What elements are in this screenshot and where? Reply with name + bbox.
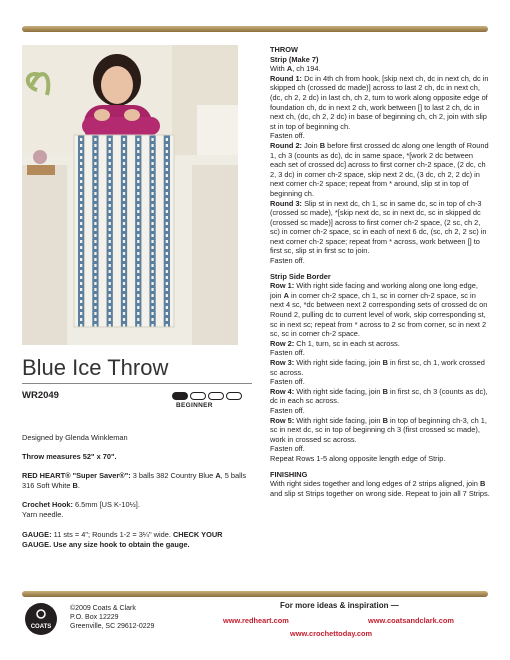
redheart-link[interactable]: www.redheart.com [223, 616, 289, 625]
border-repeat: Repeat Rows 1-5 along opposite length edge of Strip. [270, 453, 446, 463]
skill-level-indicator [172, 392, 242, 412]
throw-measurements: Throw measures 52" x 70". [22, 452, 117, 461]
fasten-off: Fasten off. [270, 377, 305, 387]
fasten-off: Fasten off. [270, 405, 305, 415]
skill-segment [190, 392, 206, 400]
border-row-2: Row 2: Ch 1, turn, sc in each st across. [270, 338, 400, 348]
skill-level-bar [172, 392, 242, 400]
border-heading: Strip Side Border [270, 271, 331, 281]
fasten-off: Fasten off. [270, 444, 305, 454]
skill-level-label: BEGINNER [176, 402, 213, 409]
strip-start: With A, ch 194. [270, 64, 321, 74]
border-row-4: Row 4: With right side facing, join B in first sc, ch 3 (counts as dc), dc in each sc across. [270, 386, 488, 406]
fasten-off: Fasten off. [270, 348, 305, 358]
skill-segment [208, 392, 224, 400]
throw-heading: THROW [270, 45, 298, 54]
svg-text:COATS: COATS [30, 624, 52, 630]
bottom-gold-band [22, 591, 488, 597]
fasten-off: Fasten off. [270, 256, 305, 266]
company-address: ©2009 Coats & Clark P.O. Box 12229 Greenville, SC 29612-0229 [70, 605, 155, 630]
round-2: Round 2: Join B before first crossed dc along one length of Round 1, ch 3 (counts as dc), dc in same space, *[work 2 dc between each set of crossed dc] across to first corner ch-2 space, (2 dc, ch 2, 3 dc) in corner ch-2 space, skip next 2 dc, (3 dc, ch 2, 2 dc) in next corner ch-2 space; repeat from * around, slip st in top of beginning ch. [270, 140, 489, 198]
coatsandclark-link[interactable]: www.coatsandclark.com [368, 616, 454, 625]
top-gold-band [22, 26, 488, 32]
hook-info: Crochet Hook: 6.5mm [US K-10½]. Yarn needle. [22, 500, 140, 519]
title-divider [22, 383, 252, 384]
coats-logo [24, 602, 58, 636]
yarn-brand: RED HEART® "Super Saver®": [22, 471, 131, 480]
pattern-code: WR2049 [22, 390, 59, 401]
strip-heading: Strip (Make 7) [270, 54, 319, 64]
finishing-text: With right sides together and long edges of 2 strips aligned, join B and slip st Strips together on wrong side. Repeat to join all 7 Strips. [270, 479, 490, 498]
border-row-1: Row 1: With right side facing and working along one long edge, join A in corner ch-2 space, ch 1, sc in corner ch-2 space, sc in next 4 sc, *dc between next 2 corresponding sets of crossed dc on Round 2, pulling dc to current level of work, skip corresponding st, sc in next sc; repeat from * across to 2 sc from corner, sc in next 2 sc, sc in corner ch-2 space. [270, 281, 488, 339]
crochettoday-link[interactable]: www.crochettoday.com [290, 629, 373, 638]
gauge-info: GAUGE: 11 sts = 4"; Rounds 1-2 = 3¼" wide. CHECK YOUR GAUGE. Use any size hook to obtain the gauge. [22, 530, 223, 549]
throw-photo [22, 45, 238, 345]
more-ideas-heading: For more ideas & inspiration — [280, 601, 399, 610]
instructions-column [270, 45, 490, 498]
fasten-off: Fasten off. [270, 131, 305, 141]
round-3: Round 3: Slip st in next dc, ch 1, sc in same dc, sc in top of ch-3 (crossed sc made), *[skip next dc, sc in next dc, sc in skipped dc (crossed sc made)] across to first corner ch-2 space, (2 sc, ch 2, sc) in corner ch-2 space, sc in each of next 6 dc, (sc, ch 2, 2 sc) in next corner ch-2 space; repeat from * across, work between [] to first sc, slip st in first sc to join. [270, 198, 487, 256]
needle-info: Yarn needle. [22, 509, 64, 519]
finishing-heading: FINISHING [270, 469, 308, 479]
yarn-info: RED HEART® "Super Saver®": 3 balls 382 Country Blue A, 5 balls 316 Soft White B. [22, 471, 247, 490]
designer-credit: Designed by Glenda Winkleman [22, 433, 128, 442]
pattern-title: Blue Ice Throw [22, 355, 169, 380]
round-1: Round 1: Dc in 4th ch from hook, [skip next ch, dc in next ch, dc in skipped ch (crossed dc made)] across to last 2 ch, dc in next ch, (dc, ch 2, 2 dc) in last ch, ch 2, turn to work along opposite edge of foundation ch, dc in next 2 ch, work between [] to last 2 ch, dc in next ch, (dc, ch 2, 2 dc) in base of beginning ch, ch 2, join with slip st in top of beginning ch. [270, 73, 489, 131]
gauge-check: CHECK YOUR GAUGE. Use any size hook to obtain the gauge. [22, 530, 223, 549]
skill-segment [172, 392, 188, 400]
border-row-5: Row 5: With right side facing, join B in top of beginning ch-3, ch 1, sc in next dc, sc in top of beginning ch 3 (first crossed sc made), work in crossed sc across. [270, 415, 487, 444]
border-row-3: Row 3: With right side facing, join B in first sc, ch 1, work crossed sc across. [270, 358, 485, 377]
skill-segment [226, 392, 242, 400]
